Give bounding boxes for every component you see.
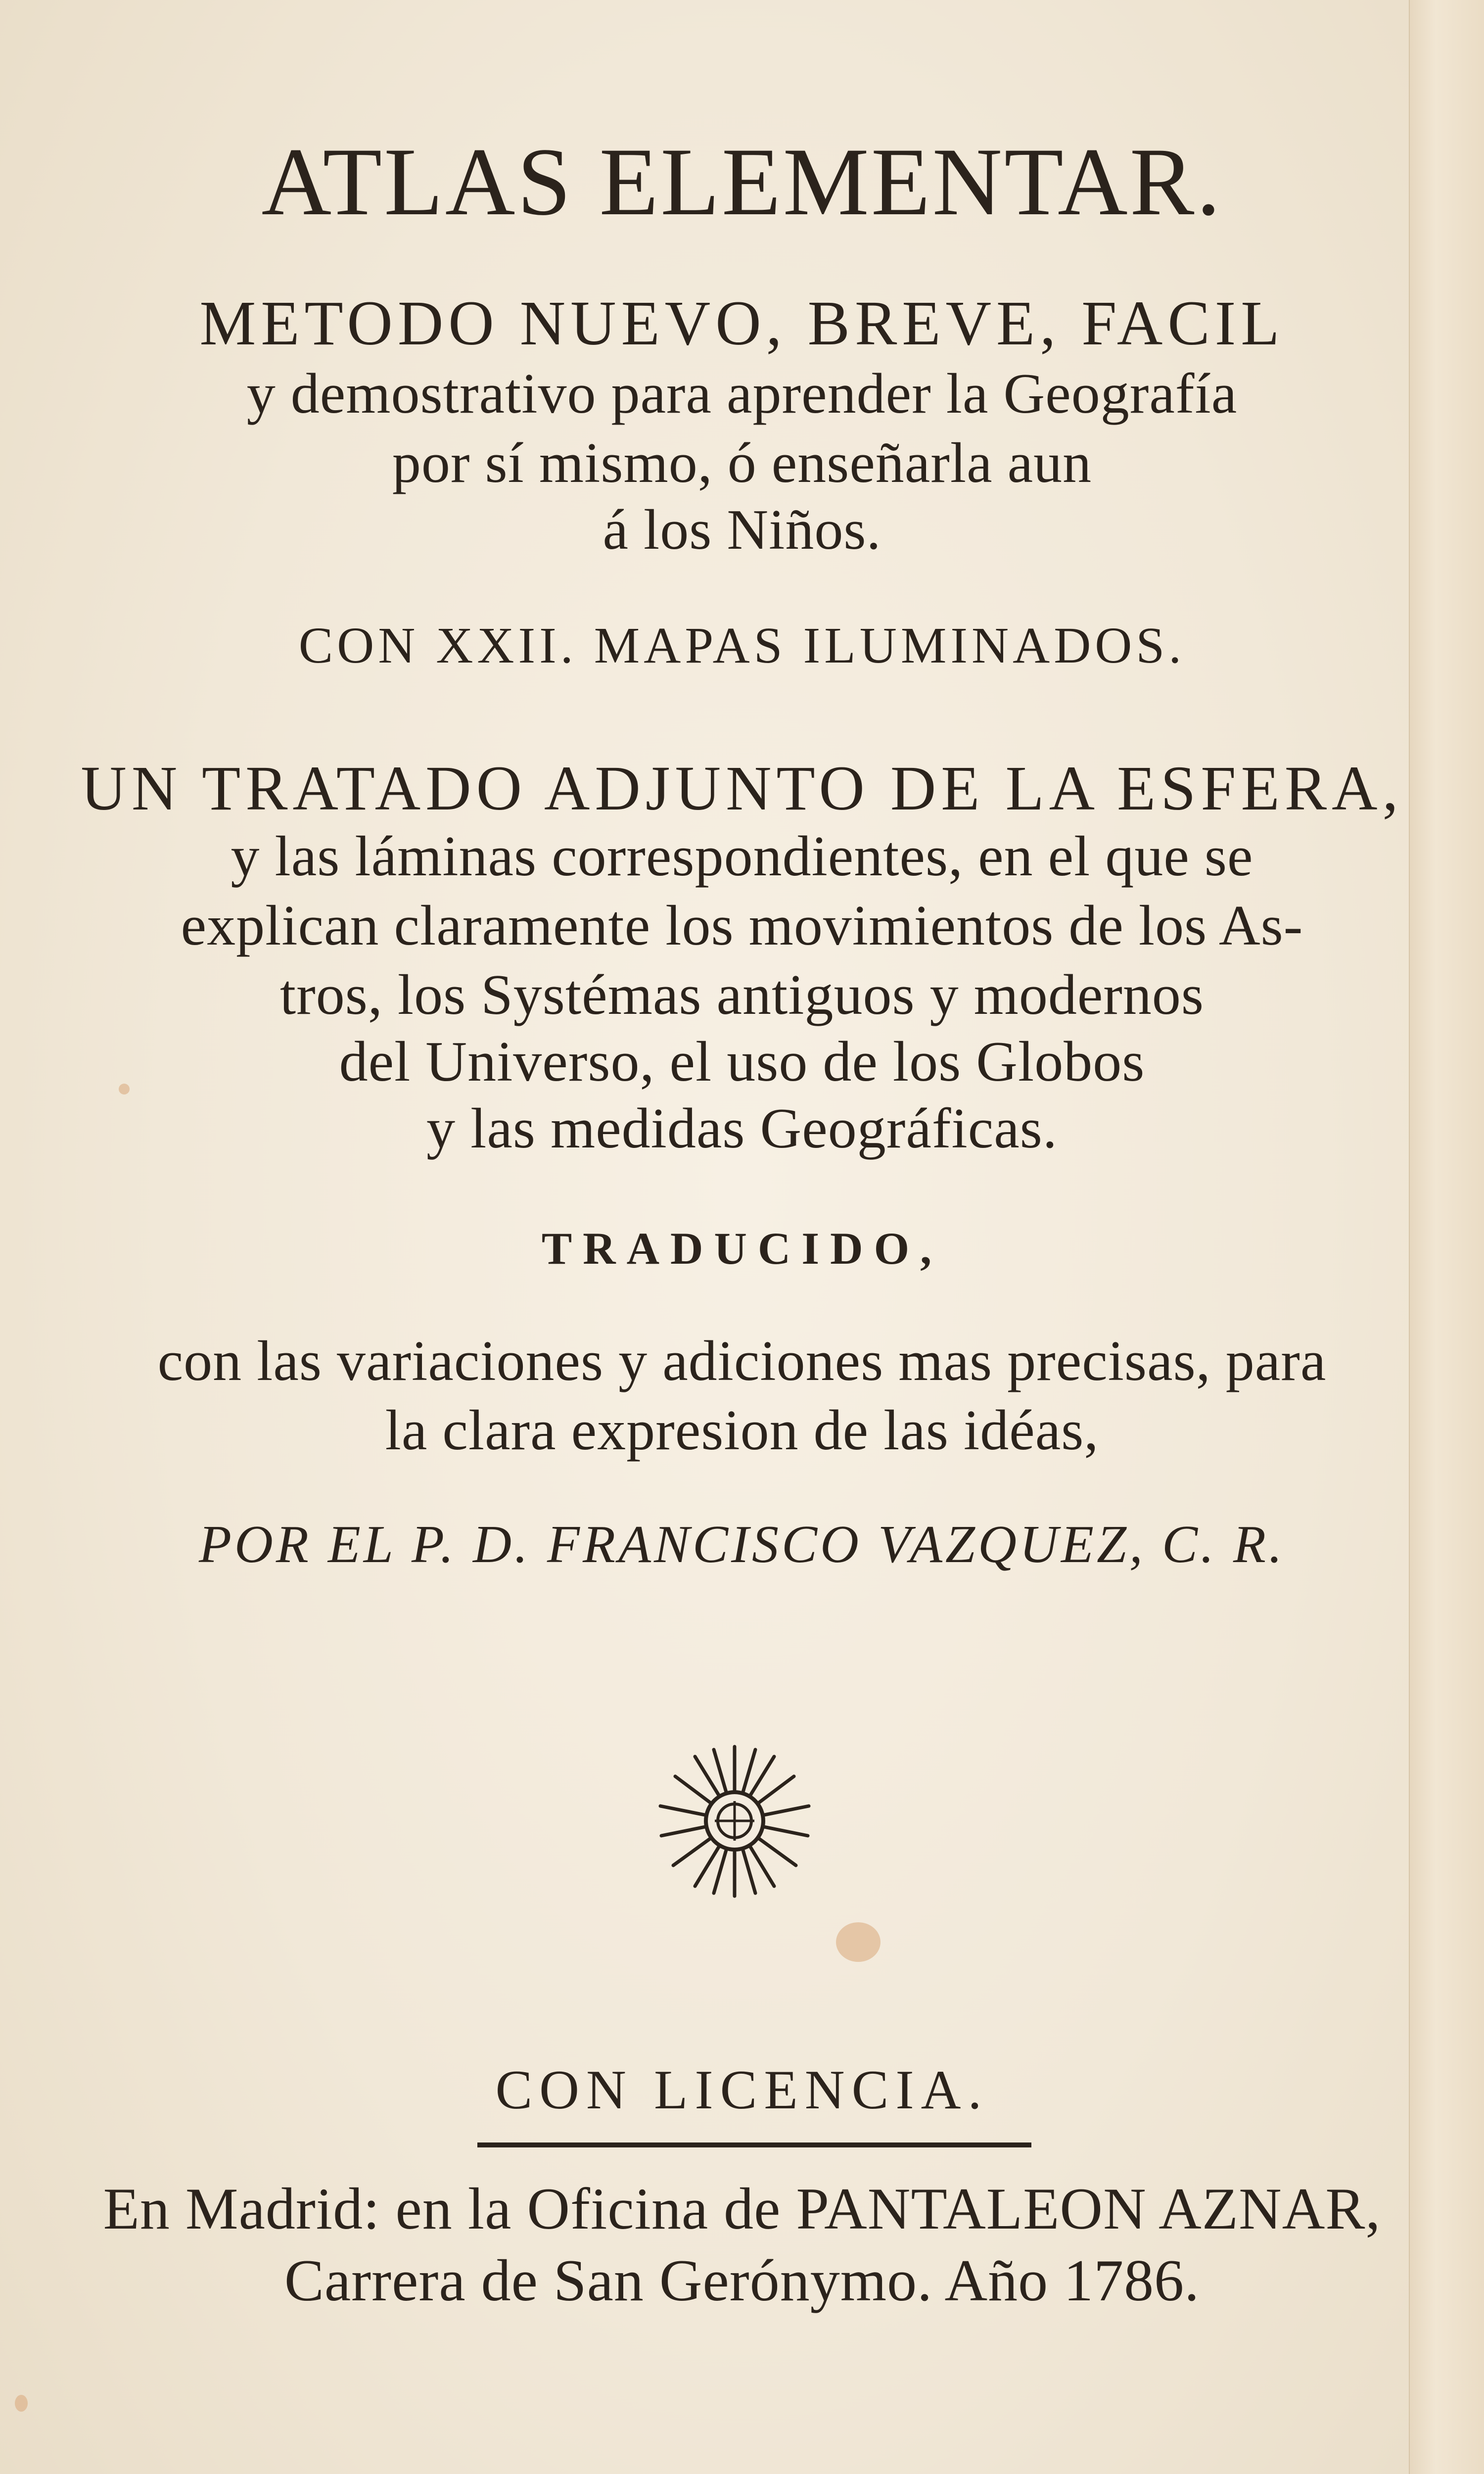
foxing-spot [836,1922,881,1962]
treatise-line-6: y las medidas Geográficas. [426,1097,1058,1160]
license-line: CON LICENCIA. [495,2059,989,2121]
book-title: ATLAS ELEMENTAR. [261,128,1223,236]
treatise-line-2: y las láminas correspondientes, en el que se [231,825,1253,888]
author-line: POR EL P. D. FRANCISCO VAZQUEZ, C. R. [198,1515,1286,1574]
treatise-line-5: del Universo, el uso de los Globos [339,1030,1145,1094]
imprint-line-2: Carrera de San Gerónymo. Año 1786. [284,2247,1200,2313]
subtitle-line-2: y demostrativo para aprender la Geografía [246,362,1238,426]
treatise-line-4: tros, los Systémas antiguos y modernos [279,963,1205,1027]
treatise-line-1: UN TRATADO ADJUNTO DE LA ESFERA, [81,753,1403,823]
translated-line-1: con las variaciones y adiciones mas precisas, para [157,1330,1327,1393]
imprint-line-1: En Madrid: en la Oficina de PANTALEON AZNAR, [103,2176,1381,2241]
subtitle-line-1: METODO NUEVO, BREVE, FACIL [199,288,1285,358]
translated-heading: TRADUCIDO, [541,1223,943,1274]
subtitle-line-3: por sí mismo, ó enseñarla aun [392,431,1092,495]
subtitle-line-4: á los Niños. [603,498,881,562]
foxing-spot [15,2395,28,2412]
sunburst-ornament-icon [655,1742,814,1900]
translated-line-2: la clara expresion de las idéas, [385,1399,1099,1462]
treatise-line-3: explican claramente los movimientos de los As- [181,894,1303,957]
maps-line: CON XXII. MAPAS ILUMINADOS. [298,617,1186,674]
divider-rule [477,2142,1031,2147]
